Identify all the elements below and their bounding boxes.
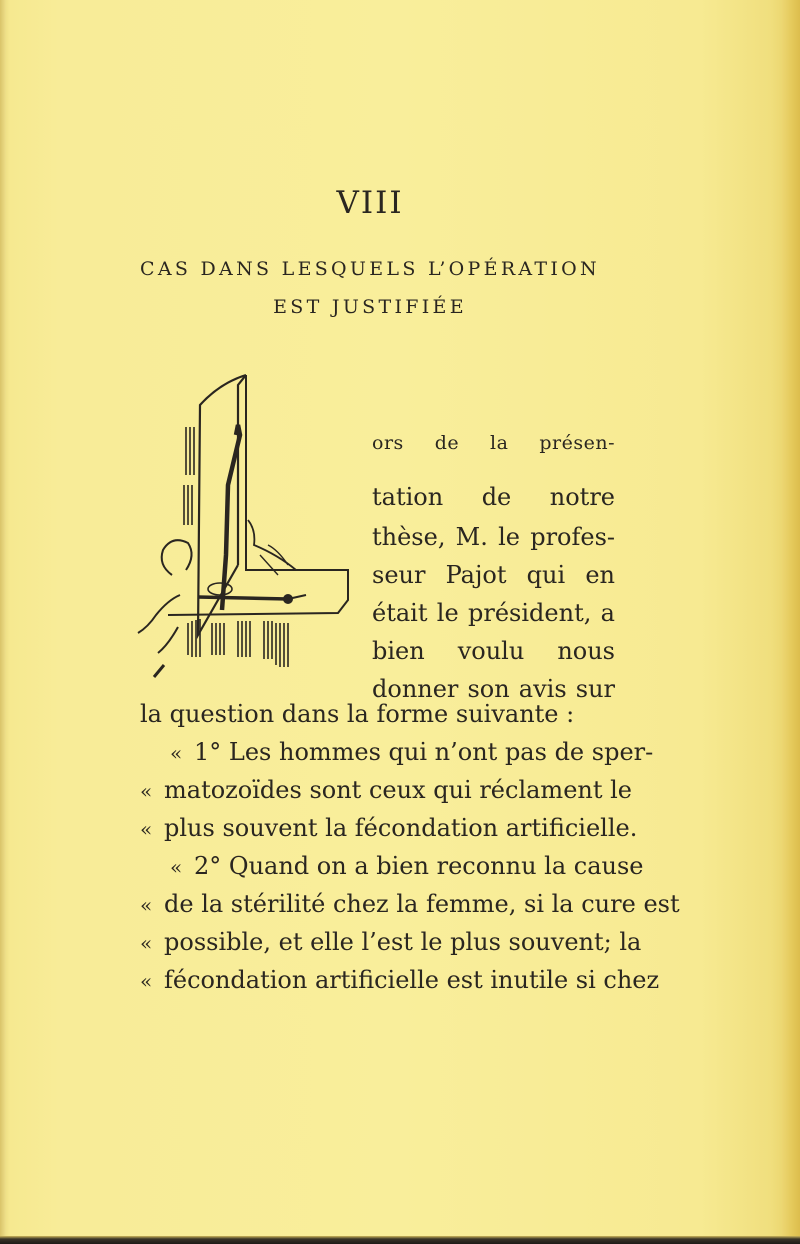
line-text: plus souvent la fécondation artificielle. — [164, 814, 638, 842]
line-text: 1° Les hommes qui n’ont pas de sper- — [194, 738, 654, 766]
paragraph-line: thèse, M. le profes- — [372, 523, 615, 551]
paragraph-line — [140, 700, 574, 728]
quoted-line — [140, 890, 680, 918]
guillemet: « — [140, 779, 153, 803]
paragraph-line: bien voulu nous — [372, 637, 615, 665]
guillemet: « — [140, 893, 153, 917]
drop-cap-continuation: ors de la présen- — [372, 432, 615, 454]
guillemet: « — [140, 817, 153, 841]
quoted-line — [140, 738, 653, 766]
chapter-number: VIII — [336, 185, 404, 221]
chapter-title-line-1: CAS DANS LESQUELS L’OPÉRATION — [140, 258, 600, 280]
page-bottom-edge — [0, 1236, 800, 1244]
guillemet: « — [170, 741, 183, 765]
guillemet: « — [140, 969, 153, 993]
line-text: de la stérilité chez la femme, si la cure est — [164, 890, 680, 918]
paragraph-line: était le président, a — [372, 599, 615, 627]
paragraph-line: donner son avis sur — [372, 675, 615, 703]
line-text: possible, et elle l’est le plus souvent; la — [164, 928, 642, 956]
page-right-edge — [782, 0, 800, 1244]
quoted-line — [140, 966, 659, 994]
paragraph-line — [372, 427, 615, 455]
quoted-line — [140, 814, 637, 842]
paragraph-line: seur Pajot qui en — [372, 561, 615, 589]
guillemet: « — [170, 855, 183, 879]
line-text: fécondation artificielle est inutile si chez — [164, 966, 660, 994]
quoted-line — [140, 928, 641, 956]
quoted-line — [140, 776, 632, 804]
line-text: matozoïdes sont ceux qui réclament le — [164, 776, 632, 804]
ornamental-drop-cap-L — [128, 365, 353, 685]
line-text: la question dans la forme suivante : — [140, 700, 575, 728]
chapter-title-line-2: EST JUSTIFIÉE — [273, 296, 467, 318]
quoted-line — [140, 852, 644, 880]
guillemet: « — [140, 931, 153, 955]
paragraph-line: tation de notre — [372, 483, 615, 511]
line-text: 2° Quand on a bien reconnu la cause — [194, 852, 644, 880]
